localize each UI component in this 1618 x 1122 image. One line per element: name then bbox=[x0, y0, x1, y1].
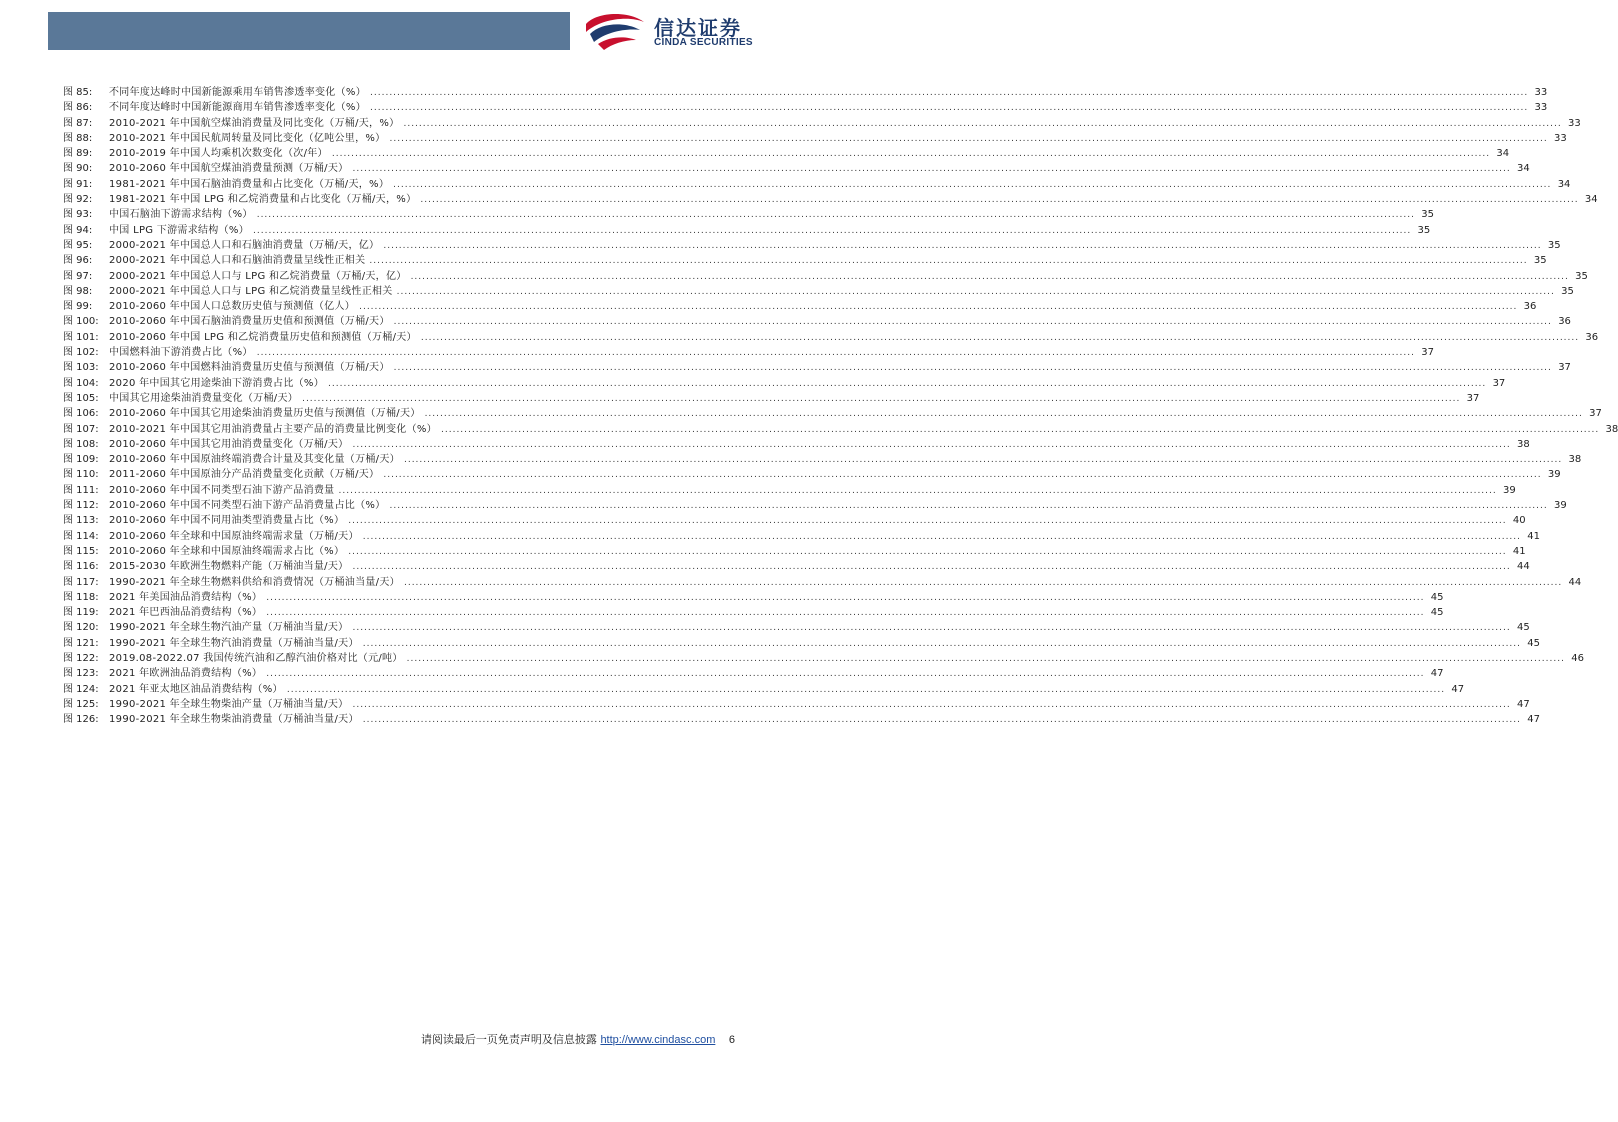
toc-entry[interactable] bbox=[63, 85, 1548, 100]
figure-page-number: 35 bbox=[1547, 239, 1561, 251]
figure-number: 图 89: bbox=[63, 148, 93, 160]
toc-entry[interactable] bbox=[63, 253, 1547, 268]
toc-entry[interactable] bbox=[63, 131, 1567, 146]
figure-number: 图 110: bbox=[63, 469, 99, 481]
figure-page-number: 33 bbox=[1534, 87, 1548, 98]
toc-entry[interactable] bbox=[63, 284, 1574, 299]
figure-title: 1990-2021 年全球生物柴油消费量（万桶油当量/天） bbox=[109, 714, 359, 726]
dot-leader: ............................................................................................................................................................................................................................................................................................................ bbox=[424, 409, 1583, 420]
figure-title: 2000-2021 年中国总人口与 LPG 和乙烷消费量呈线性正相关 bbox=[109, 285, 393, 297]
figure-page-number: 33 bbox=[1568, 117, 1581, 129]
dot-leader: ............................................................................................................................................................................................................................................................................................................ bbox=[369, 256, 1528, 267]
figure-page-number: 45 bbox=[1517, 622, 1530, 634]
figure-number: 图 121: bbox=[63, 637, 99, 649]
dot-leader: ............................................................................................................................................................................................................................................................................................................ bbox=[370, 103, 1529, 114]
figure-title: 1981-2021 年中国 LPG 和乙烷消费量和占比变化（万桶/天，%） bbox=[109, 194, 417, 206]
figure-number: 图 101: bbox=[63, 331, 99, 343]
dot-leader: ............................................................................................................................................................................................................................................................................................................ bbox=[362, 638, 1522, 649]
figure-page-number: 36 bbox=[1523, 301, 1537, 313]
dot-leader: ............................................................................................................................................................................................................................................................................................................ bbox=[302, 393, 1461, 404]
figure-number: 图 123: bbox=[63, 668, 99, 680]
figure-page-number: 45 bbox=[1527, 637, 1541, 649]
figure-number: 图 118: bbox=[63, 591, 99, 603]
figure-title: 2010-2060 年中国其它用油消费量变化（万桶/天） bbox=[109, 438, 349, 450]
figure-title: 2010-2060 年中国不同类型石油下游产品消费量占比（%） bbox=[109, 500, 386, 512]
figure-title: 2010-2060 年中国原油终端消费合计量及其变化量（万桶/天） bbox=[109, 454, 400, 466]
figure-title: 中国石脑油下游需求结构（%） bbox=[109, 209, 253, 221]
toc-entry[interactable] bbox=[63, 605, 1444, 620]
figure-title: 不同年度达峰时中国新能源商用车销售渗透率变化（%） bbox=[109, 102, 367, 114]
toc-entry[interactable] bbox=[63, 651, 1584, 666]
toc-entry[interactable] bbox=[63, 330, 1599, 345]
cinda-logo bbox=[582, 10, 777, 52]
toc-entry[interactable] bbox=[63, 192, 1598, 207]
toc-entry[interactable] bbox=[63, 376, 1506, 391]
dot-leader: ............................................................................................................................................................................................................................................................................................................ bbox=[352, 562, 1511, 573]
figure-page-number: 44 bbox=[1517, 561, 1530, 573]
figure-page-number: 36 bbox=[1585, 331, 1599, 343]
figure-title: 1990-2021 年全球生物燃料供给和消费情况（万桶油当量/天） bbox=[109, 576, 400, 588]
figure-number: 图 126: bbox=[63, 714, 99, 726]
toc-entry[interactable] bbox=[63, 116, 1581, 131]
dot-leader: ............................................................................................................................................................................................................................................................................................................ bbox=[253, 225, 1412, 236]
figure-number: 图 100: bbox=[63, 316, 99, 328]
figure-number: 图 95: bbox=[63, 239, 93, 251]
toc-entry[interactable] bbox=[63, 437, 1530, 452]
dot-leader: ............................................................................................................................................................................................................................................................................................................ bbox=[286, 684, 1446, 695]
figure-number: 图 90: bbox=[63, 163, 93, 175]
figure-page-number: 33 bbox=[1534, 102, 1548, 114]
toc-entry[interactable] bbox=[63, 544, 1526, 559]
dot-leader: ............................................................................................................................................................................................................................................................................................................ bbox=[348, 516, 1507, 527]
figure-number: 图 109: bbox=[63, 454, 99, 466]
dot-leader: ............................................................................................................................................................................................................................................................................................................ bbox=[393, 179, 1552, 190]
figure-page-number: 37 bbox=[1558, 362, 1571, 374]
figure-page-number: 40 bbox=[1512, 515, 1526, 527]
figure-page-number: 34 bbox=[1557, 178, 1571, 190]
toc-entry[interactable] bbox=[63, 177, 1571, 192]
toc-entry[interactable] bbox=[63, 391, 1480, 406]
figure-page-number: 45 bbox=[1430, 591, 1444, 603]
page-footer bbox=[421, 1031, 735, 1047]
toc-entry[interactable] bbox=[63, 146, 1510, 161]
figure-number: 图 88: bbox=[63, 132, 93, 144]
figure-title: 2010-2060 年中国石脑油消费量历史值和预测值（万桶/天） bbox=[109, 316, 390, 328]
figure-number: 图 96: bbox=[63, 255, 93, 267]
dot-leader: ............................................................................................................................................................................................................................................................................................................ bbox=[362, 531, 1522, 542]
toc-entry[interactable] bbox=[63, 207, 1434, 222]
dot-leader: ............................................................................................................................................................................................................................................................................................................ bbox=[383, 470, 1542, 481]
figure-page-number: 46 bbox=[1571, 652, 1584, 664]
dot-leader: ............................................................................................................................................................................................................................................................................................................ bbox=[406, 653, 1565, 664]
figure-number: 图 99: bbox=[63, 301, 93, 313]
dot-leader: ............................................................................................................................................................................................................................................................................................................ bbox=[352, 164, 1511, 175]
figure-page-number: 34 bbox=[1496, 148, 1510, 160]
figure-number: 图 120: bbox=[63, 622, 99, 634]
toc-entry[interactable] bbox=[63, 590, 1444, 605]
dot-leader: ............................................................................................................................................................................................................................................................................................................ bbox=[370, 88, 1529, 98]
figure-page-number: 38 bbox=[1568, 454, 1582, 466]
figure-page-number: 33 bbox=[1554, 132, 1567, 144]
figure-title: 1990-2021 年全球生物汽油消费量（万桶油当量/天） bbox=[109, 637, 359, 649]
logo-chinese-name: 信达证券 bbox=[654, 16, 742, 40]
figure-page-number: 35 bbox=[1533, 255, 1547, 267]
figure-title: 2021 年亚太地区油品消费结构（%） bbox=[109, 683, 283, 695]
dot-leader: ............................................................................................................................................................................................................................................................................................................ bbox=[266, 608, 1425, 619]
figure-page-number: 35 bbox=[1561, 285, 1574, 297]
figure-number: 图 113: bbox=[63, 515, 99, 527]
figure-title: 2021 年美国油品消费结构（%） bbox=[109, 591, 263, 603]
toc-entry[interactable] bbox=[63, 223, 1431, 238]
figure-number: 图 98: bbox=[63, 285, 93, 297]
dot-leader: ............................................................................................................................................................................................................................................................................................................ bbox=[359, 302, 1518, 313]
figure-number: 图 112: bbox=[63, 500, 99, 512]
figure-title: 2010-2060 年中国 LPG 和乙烷消费量历史值和预测值（万桶/天） bbox=[109, 331, 417, 343]
figure-number: 图 124: bbox=[63, 683, 99, 695]
figure-page-number: 34 bbox=[1517, 163, 1530, 175]
dot-leader: ............................................................................................................................................................................................................................................................................................................ bbox=[352, 699, 1511, 710]
toc-entry[interactable] bbox=[63, 529, 1541, 544]
figure-page-number: 47 bbox=[1517, 698, 1530, 710]
figure-number: 图 94: bbox=[63, 224, 93, 236]
dot-leader: ............................................................................................................................................................................................................................................................................................................ bbox=[420, 195, 1579, 206]
figure-number: 图 97: bbox=[63, 270, 93, 282]
toc-entry[interactable] bbox=[63, 161, 1530, 176]
figure-title: 中国其它用途柴油消费量变化（万桶/天） bbox=[109, 392, 299, 404]
figure-number: 图 111: bbox=[63, 484, 99, 496]
dot-leader: ............................................................................................................................................................................................................................................................................................................ bbox=[441, 424, 1600, 435]
dot-leader: ............................................................................................................................................................................................................................................................................................................ bbox=[256, 348, 1415, 359]
toc-entry[interactable] bbox=[63, 712, 1541, 727]
figure-title: 2010-2060 年全球和中国原油终端需求量（万桶/天） bbox=[109, 530, 359, 542]
figure-number: 图 122: bbox=[63, 652, 99, 664]
figure-number: 图 85: bbox=[63, 87, 93, 98]
dot-leader: ............................................................................................................................................................................................................................................................................................................ bbox=[396, 286, 1555, 297]
figure-page-number: 38 bbox=[1517, 438, 1530, 450]
header-bar bbox=[48, 12, 570, 50]
dot-leader: ............................................................................................................................................................................................................................................................................................................ bbox=[389, 501, 1548, 512]
dot-leader: ............................................................................................................................................................................................................................................................................................................ bbox=[338, 485, 1497, 496]
figure-number: 图 102: bbox=[63, 347, 99, 359]
figure-page-number: 37 bbox=[1492, 377, 1506, 389]
figure-page-number: 36 bbox=[1558, 316, 1571, 328]
figure-number: 图 116: bbox=[63, 561, 99, 573]
figure-page-number: 45 bbox=[1430, 607, 1444, 619]
figure-title: 2011-2060 年中国原油分产品消费量变化贡献（万桶/天） bbox=[109, 469, 380, 481]
figure-page-number: 37 bbox=[1589, 408, 1602, 420]
figure-page-number: 47 bbox=[1430, 668, 1444, 680]
figure-title: 中国 LPG 下游需求结构（%） bbox=[109, 224, 250, 236]
figure-page-number: 35 bbox=[1421, 209, 1434, 221]
figure-page-number: 35 bbox=[1575, 270, 1588, 282]
toc-entry[interactable] bbox=[63, 452, 1582, 467]
figure-title: 2010-2060 年中国不同类型石油下游产品消费量 bbox=[109, 484, 335, 496]
figure-page-number: 38 bbox=[1605, 423, 1618, 435]
figure-title: 2010-2021 年中国民航周转量及同比变化（亿吨公里，%） bbox=[109, 132, 386, 144]
figure-number: 图 91: bbox=[63, 178, 93, 190]
figure-number: 图 92: bbox=[63, 194, 93, 206]
dot-leader: ............................................................................................................................................................................................................................................................................................................ bbox=[403, 577, 1563, 588]
figure-page-number: 39 bbox=[1554, 500, 1567, 512]
figure-title: 2010-2060 年中国燃料油消费量历史值与预测值（万桶/天） bbox=[109, 362, 390, 374]
figure-number: 图 108: bbox=[63, 438, 99, 450]
toc-entry[interactable] bbox=[63, 575, 1582, 590]
figure-number: 图 115: bbox=[63, 545, 99, 557]
figure-title: 2021 年巴西油品消费结构（%） bbox=[109, 607, 263, 619]
figure-title: 2010-2060 年中国航空煤油消费量预测（万桶/天） bbox=[109, 163, 349, 175]
toc-entry[interactable] bbox=[63, 299, 1537, 314]
figure-page-number: 44 bbox=[1568, 576, 1582, 588]
figure-page-number: 34 bbox=[1584, 194, 1598, 206]
toc-entry[interactable] bbox=[63, 697, 1530, 712]
dot-leader: ............................................................................................................................................................................................................................................................................................................ bbox=[331, 149, 1491, 160]
figure-page-number: 39 bbox=[1547, 469, 1561, 481]
dot-leader: ............................................................................................................................................................................................................................................................................................................ bbox=[410, 271, 1569, 282]
figure-number: 图 86: bbox=[63, 102, 93, 114]
figure-page-number: 37 bbox=[1421, 347, 1434, 359]
dot-leader: ............................................................................................................................................................................................................................................................................................................ bbox=[389, 133, 1548, 144]
cinda-logo-icon bbox=[582, 10, 648, 52]
toc-entry[interactable] bbox=[63, 467, 1561, 482]
figure-title: 2000-2021 年中国总人口和石脑油消费量呈线性正相关 bbox=[109, 255, 366, 267]
toc-entry[interactable] bbox=[63, 498, 1567, 513]
figure-page-number: 35 bbox=[1417, 224, 1431, 236]
figure-title: 1990-2021 年全球生物汽油产量（万桶油当量/天） bbox=[109, 622, 349, 634]
figure-title: 2000-2021 年中国总人口和石脑油消费量（万桶/天，亿） bbox=[109, 239, 380, 251]
dot-leader: ............................................................................................................................................................................................................................................................................................................ bbox=[352, 623, 1511, 634]
website-link[interactable]: http://www.cindasc.com bbox=[600, 1034, 716, 1046]
toc-entry[interactable] bbox=[63, 636, 1541, 651]
dot-leader: ............................................................................................................................................................................................................................................................................................................ bbox=[383, 240, 1542, 251]
figure-page-number: 41 bbox=[1527, 530, 1541, 542]
figure-number: 图 103: bbox=[63, 362, 99, 374]
figure-title: 2010-2060 年中国其它用途柴油消费量历史值与预测值（万桶/天） bbox=[109, 408, 421, 420]
dot-leader: ............................................................................................................................................................................................................................................................................................................ bbox=[393, 317, 1552, 328]
dot-leader: ............................................................................................................................................................................................................................................................................................................ bbox=[256, 210, 1415, 221]
figure-number: 图 114: bbox=[63, 530, 99, 542]
figure-number: 图 125: bbox=[63, 698, 99, 710]
figure-title: 1990-2021 年全球生物柴油产量（万桶油当量/天） bbox=[109, 698, 349, 710]
dot-leader: ............................................................................................................................................................................................................................................................................................................ bbox=[362, 715, 1522, 726]
figure-page-number: 37 bbox=[1466, 392, 1480, 404]
toc-entry[interactable] bbox=[63, 682, 1465, 697]
dot-leader: ............................................................................................................................................................................................................................................................................................................ bbox=[328, 378, 1487, 389]
figure-title: 2015-2030 年欧洲生物燃料产能（万桶油当量/天） bbox=[109, 561, 349, 573]
dot-leader: ............................................................................................................................................................................................................................................................................................................ bbox=[352, 439, 1511, 450]
figure-page-number: 41 bbox=[1512, 545, 1526, 557]
figure-title: 2000-2021 年中国总人口与 LPG 和乙烷消费量（万桶/天，亿） bbox=[109, 270, 407, 282]
dot-leader: ............................................................................................................................................................................................................................................................................................................ bbox=[420, 332, 1580, 343]
toc-entry[interactable] bbox=[63, 559, 1530, 574]
figure-title: 2010-2060 年中国人口总数历史值与预测值（亿人） bbox=[109, 301, 356, 313]
dot-leader: ............................................................................................................................................................................................................................................................................................................ bbox=[266, 592, 1425, 603]
page-number: 6 bbox=[728, 1034, 735, 1046]
figure-number: 图 93: bbox=[63, 209, 93, 221]
toc-entry[interactable] bbox=[63, 620, 1530, 635]
toc-entry[interactable] bbox=[63, 422, 1618, 437]
figure-title: 不同年度达峰时中国新能源乘用车销售渗透率变化（%） bbox=[109, 87, 367, 98]
toc-entry[interactable] bbox=[63, 345, 1434, 360]
toc-entry[interactable] bbox=[63, 100, 1548, 115]
figure-title: 2010-2019 年中国人均乘机次数变化（次/年） bbox=[109, 148, 328, 160]
figure-number: 图 117: bbox=[63, 576, 99, 588]
logo-english-name: CINDA SECURITIES bbox=[654, 37, 753, 48]
figure-title: 2020 年中国其它用途柴油下游消费占比（%） bbox=[109, 377, 325, 389]
dot-leader: ............................................................................................................................................................................................................................................................................................................ bbox=[403, 455, 1563, 466]
figure-title: 2010-2060 年中国不同用油类型消费量占比（%） bbox=[109, 515, 345, 527]
figure-number: 图 119: bbox=[63, 607, 99, 619]
dot-leader: ............................................................................................................................................................................................................................................................................................................ bbox=[393, 363, 1552, 374]
figure-title: 2010-2021 年中国其它用油消费量占主要产品的消费量比例变化（%） bbox=[109, 423, 437, 435]
figure-title: 2010-2060 年全球和中国原油终端需求占比（%） bbox=[109, 545, 345, 557]
dot-leader: ............................................................................................................................................................................................................................................................................................................ bbox=[403, 118, 1562, 129]
figure-title: 中国燃料油下游消费占比（%） bbox=[109, 347, 253, 359]
figure-page-number: 39 bbox=[1503, 484, 1516, 496]
figure-number: 图 107: bbox=[63, 423, 99, 435]
figure-title: 1981-2021 年中国石脑油消费量和占比变化（万桶/天，%） bbox=[109, 178, 390, 190]
toc-entry[interactable] bbox=[63, 513, 1526, 528]
dot-leader: ............................................................................................................................................................................................................................................................................................................ bbox=[266, 669, 1425, 680]
toc-entry[interactable] bbox=[63, 666, 1444, 681]
toc-entry[interactable] bbox=[63, 269, 1588, 284]
toc-entry[interactable] bbox=[63, 238, 1561, 253]
figure-page-number: 47 bbox=[1527, 714, 1541, 726]
figure-title: 2019.08-2022.07 我国传统汽油和乙醇汽油价格对比（元/吨） bbox=[109, 652, 403, 664]
figure-number: 图 104: bbox=[63, 377, 99, 389]
figure-number: 图 105: bbox=[63, 392, 99, 404]
figure-title: 2010-2021 年中国航空煤油消费量及同比变化（万桶/天，%） bbox=[109, 117, 400, 129]
toc-entry[interactable] bbox=[63, 483, 1516, 498]
toc-entry[interactable] bbox=[63, 314, 1571, 329]
figure-title: 2021 年欧洲油品消费结构（%） bbox=[109, 668, 263, 680]
figure-page-number: 47 bbox=[1451, 683, 1465, 695]
disclaimer-notice: 请阅读最后一页免责声明及信息披露 bbox=[420, 1033, 597, 1046]
figure-list bbox=[63, 85, 1618, 727]
figure-number: 图 106: bbox=[63, 408, 99, 420]
dot-leader: ............................................................................................................................................................................................................................................................................................................ bbox=[348, 546, 1507, 557]
toc-entry[interactable] bbox=[63, 360, 1571, 375]
toc-entry[interactable] bbox=[63, 406, 1602, 421]
figure-number: 图 87: bbox=[63, 117, 93, 129]
